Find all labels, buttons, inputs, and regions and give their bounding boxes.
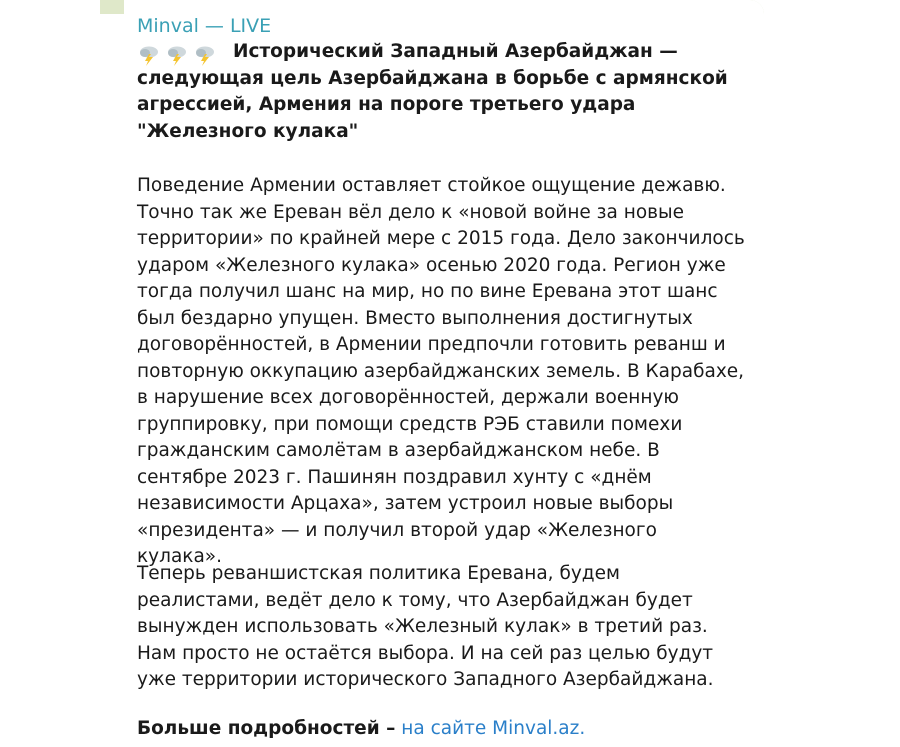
channel-name[interactable]: Minval — LIVE [137,15,272,37]
minval-site-link[interactable]: на сайте Minval.az. [401,718,586,739]
post-headline: Исторический Западный Азербайджан — следующая цель Азербайджана в борьбе с армянской агрессией, Армения на пороге третьего удара "Железного кулака" [137,41,728,142]
more-details-line [137,716,585,742]
post-paragraph-2: Теперь реваншистская политика Еревана, будем реалистами, ведёт дело к тому, что Азербайджан будет вынужден использовать «Железный кулак» в третий раз. Нам просто не остаётся выбора. И на сей раз целью будут уже территории исторического Западного Азербайджана. [137,563,714,690]
post-paragraph-1: Поведение Армении оставляет стойкое ощущение дежавю. Точно так же Ереван вёл дело к «новой войне за новые территории» по крайней мере с 2015 года. Дело закончилось ударом «Железного кулака» осенью 2020 года. Регион уже тогда получил шанс на мир, но по вине Еревана этот шанс был бездарно упущен. Вместо выполнения достигнутых договорённостей, в Армении предпочли готовить реванш и повторную оккупацию азербайджанских земель. В Карабахе, в нарушение всех договорённостей, держали военную группировку, при помощи средств РЭБ ставили помехи гражданским самолётам в азербайджанском небе. В сентябре 2023 г. Пашинян поздравил хунту с «днём независимости Арцаха», затем устроил новые выборы «президента» — и получил второй удар «Железного кулака». [137,175,745,567]
more-details-label: Больше подробностей – [137,718,396,739]
